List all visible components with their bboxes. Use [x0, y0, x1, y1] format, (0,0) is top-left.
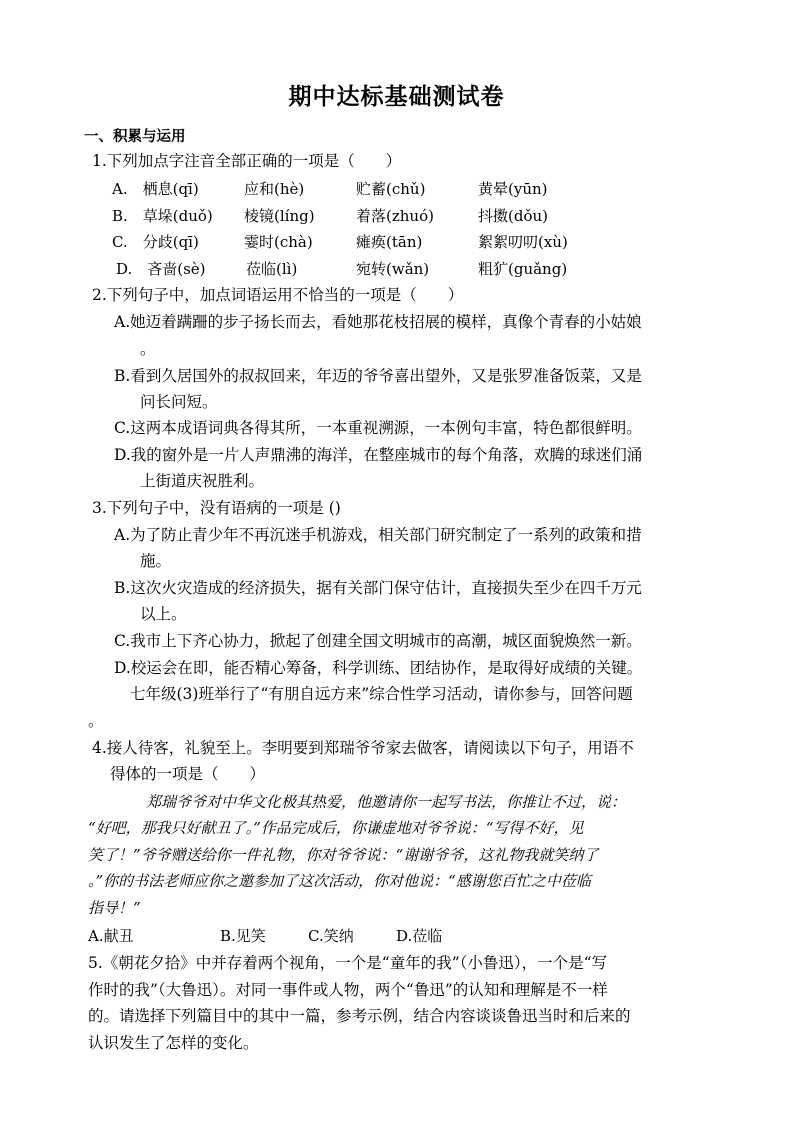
q1-option-a-2: 应和(hè) [244, 180, 305, 198]
q4-option-c: C.笑纳 [308, 927, 354, 945]
q1-stem: 1.下列加点字注音全部正确的一项是（ ） [92, 152, 402, 170]
q1-option-b-3: 着落(zhuó) [356, 207, 434, 225]
q1-option-b-2: 棱镜(líng) [244, 207, 315, 225]
q4-option-a: A.献丑 [88, 927, 134, 945]
q4-passage-line-5: 指导！” [88, 899, 141, 917]
q3-option-c: C.我市上下齐心协力，掀起了创建全国文明城市的高潮，城区面貌焕然一新。 [114, 632, 642, 650]
q4-passage-line-1: 郑瑞爷爷对中华文化极其热爱，他邀请你一起写书法，你推让不过，说： [146, 793, 627, 811]
q4-stem-cont: 得体的一项是（ ） [110, 765, 266, 783]
q1-option-c-2: 霎时(chà) [244, 233, 313, 251]
q5-line-2: 作时的我”（大鲁迅）。对同一事件或人物，两个“鲁迅”的认知和理解是不一样 [88, 981, 608, 999]
q4-stem: 4.接人待客，礼貌至上。李明要到郑瑞爷爷家去做客，请阅读以下句子，用语不 [92, 739, 634, 757]
q1-option-a-3: 贮蓄(chǔ) [356, 180, 426, 198]
q3-option-b-cont: 以上。 [140, 605, 187, 623]
q2-option-d: D.我的窗外是一片人声鼎沸的海洋，在整座城市的每个角落，欢腾的球迷们涌 [114, 446, 643, 464]
q3-option-a: A.为了防止青少年不再沉迷手机游戏，相关部门研究制定了一系列的政策和措 [114, 526, 642, 544]
q1-option-d-1: D. 吝啬(sè) [116, 260, 206, 278]
q4-passage-line-2: “好吧，那我只好献丑了。”作品完成后，你谦虚地对爷爷说：“写得不好，见 [88, 819, 584, 837]
q2-option-b: B.看到久居国外的叔叔回来，年迈的爷爷喜出望外，又是张罗准备饭菜，又是 [114, 367, 642, 385]
q1-option-a-1: A. 栖息(qī) [112, 180, 199, 198]
q5-line-3: 的。请选择下列篇目中的其中一篇，参考示例，结合内容谈谈鲁迅当时和后来的 [88, 1007, 631, 1025]
q5-line-1: 5.《朝花夕拾》中并存着两个视角，一个是“童年的我”（小鲁迅），一个是“写 [88, 954, 608, 972]
q1-option-b-1: B. 草垛(duǒ) [112, 207, 213, 225]
q2-option-c: C.这两本成语词典各得其所，一本重视溯源，一本例句丰富，特色都很鲜明。 [114, 419, 642, 437]
q1-option-c-4: 絮絮叨叨(xù) [478, 233, 568, 251]
q1-option-d-3: 宛转(wǎn) [356, 260, 430, 278]
q3-option-a-cont: 施。 [140, 552, 172, 570]
q2-option-a-cont: 。 [140, 340, 156, 358]
q2-stem: 2.下列句子中，加点词语运用不恰当的一项是（ ） [92, 286, 464, 304]
q4-passage-line-4: 。”你的书法老师应你之邀参加了这次活动，你对他说：“感谢您百忙之中莅临 [88, 872, 591, 890]
section-heading: 一、积累与运用 [84, 129, 186, 145]
q2-option-b-cont: 问长问短。 [140, 393, 218, 411]
q4-option-b: B.见笑 [220, 927, 266, 945]
q4-passage-line-3: 笑了！”爷爷赠送给你一件礼物，你对爷爷说：“谢谢爷爷，这礼物我就笑纳了 [88, 846, 599, 864]
q1-option-c-1: C. 分歧(qī) [112, 233, 199, 251]
activity-intro: 七年级(3)班举行了“有朋自远方来”综合性学习活动，请你参与，回答问题 [130, 685, 633, 703]
q2-option-a: A.她迈着蹒跚的步子扬长而去，看她那花枝招展的模样，真像个青春的小姑娘 [114, 313, 642, 331]
q1-option-a-4: 黄晕(yūn) [478, 180, 548, 198]
q2-option-d-cont: 上街道庆祝胜利。 [140, 472, 265, 490]
q1-option-d-2: 莅临(lì) [246, 260, 298, 278]
q1-option-b-4: 抖擞(dǒu) [478, 207, 548, 225]
page-title: 期中达标基础测试卷 [288, 84, 505, 110]
activity-intro-cont: 。 [88, 712, 104, 730]
q3-stem: 3.下列句子中，没有语病的一项是 () [92, 499, 341, 517]
q3-option-d: D.校运会在即，能否精心筹备，科学训练、团结协作，是取得好成绩的关键。 [114, 659, 643, 677]
q1-option-c-3: 瘫痪(tān) [356, 233, 423, 251]
q1-option-d-4: 粗犷(guǎng) [478, 260, 568, 278]
q5-line-4: 认识发生了怎样的变化。 [88, 1034, 259, 1052]
q4-option-d: D.莅临 [396, 927, 443, 945]
q3-option-b: B.这次火灾造成的经济损失，据有关部门保守估计，直接损失至少在四千万元 [114, 579, 642, 597]
